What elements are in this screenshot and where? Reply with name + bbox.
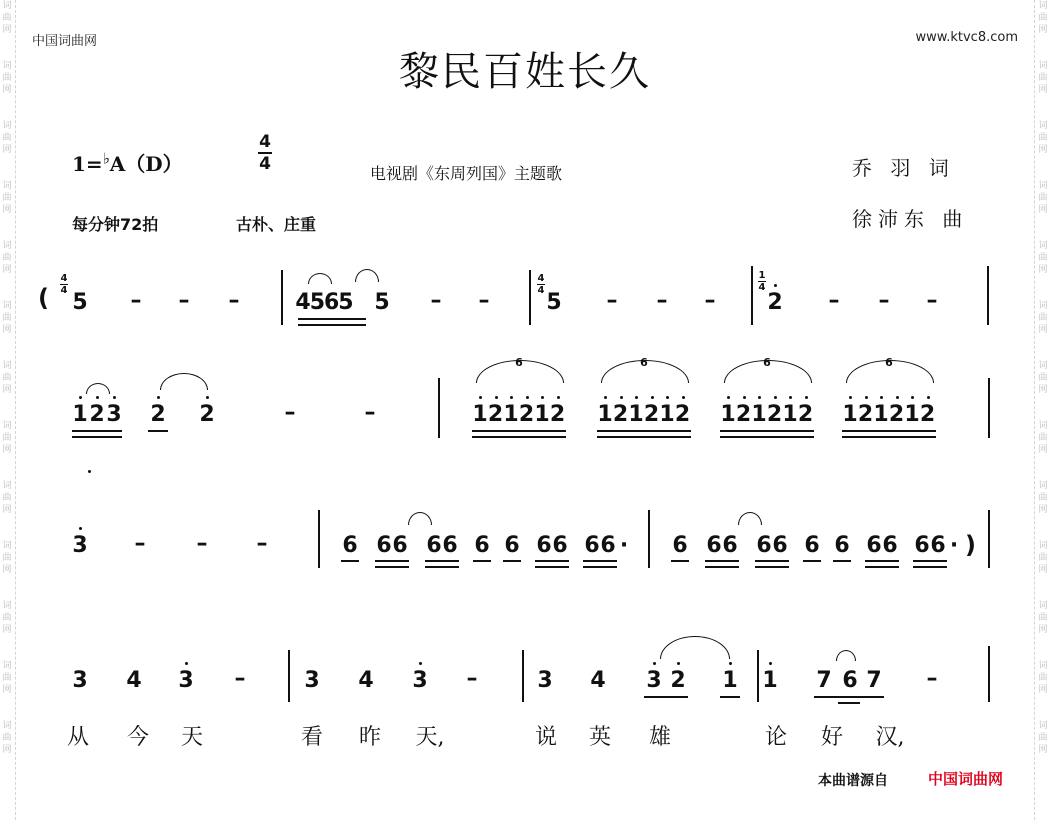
high-dot <box>682 396 685 399</box>
high-dot <box>635 396 638 399</box>
tie <box>660 636 730 659</box>
note: 4 <box>126 668 142 693</box>
note: 1 <box>472 402 488 427</box>
side-divider-left <box>15 0 16 820</box>
note: 6 <box>706 533 722 558</box>
underline <box>298 324 366 326</box>
note: 2 <box>674 402 691 427</box>
dot-mark: · <box>619 533 629 558</box>
note: 6 <box>504 533 520 558</box>
high-dot <box>727 396 730 399</box>
open-paren: ( <box>38 284 49 312</box>
high-dot <box>774 284 777 287</box>
note: 6 <box>882 533 898 558</box>
high-dot <box>758 396 761 399</box>
note: 6 <box>834 533 850 558</box>
note: 6 <box>474 533 490 558</box>
underline <box>833 560 851 562</box>
underline <box>375 566 409 568</box>
barline <box>988 510 990 568</box>
note: 6 <box>376 533 392 558</box>
note: 5 <box>546 290 562 315</box>
note: 6 <box>552 533 568 558</box>
inline-meter-1-4: $\frac{1}{4}$ <box>758 270 766 293</box>
lyric-syllable: 从 <box>66 725 90 750</box>
barline <box>988 378 990 438</box>
high-dot <box>557 396 560 399</box>
note: 6 <box>842 668 858 693</box>
note: 2 <box>487 402 504 427</box>
barline <box>522 650 524 702</box>
high-dot <box>79 527 82 530</box>
high-dot <box>927 396 930 399</box>
barline <box>648 510 650 568</box>
note: 6 <box>342 533 358 558</box>
underline <box>720 430 814 432</box>
inline-meter: $\frac{4}{4}$ <box>537 273 545 296</box>
note: 5 <box>72 290 88 315</box>
underline <box>148 430 168 432</box>
underline <box>842 430 936 432</box>
song-title: 黎民百姓长久 <box>399 49 651 95</box>
note: 5 <box>374 290 390 315</box>
underline <box>865 566 899 568</box>
dash: – <box>284 400 296 425</box>
high-dot <box>666 396 669 399</box>
lyric-syllable: 论 <box>764 725 788 750</box>
underline <box>720 436 814 438</box>
source-label: 本曲谱源自 <box>818 773 888 789</box>
note: 2 <box>919 402 936 427</box>
note: 6 <box>756 533 772 558</box>
underline <box>503 560 521 562</box>
high-dot <box>79 396 82 399</box>
note: 1 <box>534 402 550 427</box>
side-watermark-left: 词 曲 网 词 曲 网 词 曲 网 词 曲 网 词 曲 网 词 曲 网 词 曲 网 词 曲 网 词 曲 网 词 曲 网 词 曲 网 词 曲 网 词 曲 网 <box>2 1 12 755</box>
underline <box>755 560 789 562</box>
tuplet-number: 6 <box>763 356 771 369</box>
note: 4 <box>590 668 606 693</box>
inline-meter: $\frac{4}{4}$ <box>60 273 68 296</box>
lyric-syllable: 雄 <box>648 725 672 750</box>
note: 3 <box>646 668 662 693</box>
source-site: 中国词曲网 <box>928 770 1004 788</box>
high-dot <box>677 662 680 665</box>
note: 1 <box>873 402 889 427</box>
lyric-syllable: 说 <box>534 725 558 750</box>
underline <box>583 560 617 562</box>
note: 6 <box>426 533 442 558</box>
note: 6 <box>600 533 616 558</box>
note: 1 <box>904 402 920 427</box>
dash: – <box>704 288 716 313</box>
underline <box>842 436 936 438</box>
dash: – <box>134 531 146 556</box>
barline <box>987 266 989 325</box>
underline <box>72 430 122 432</box>
note: 2 <box>150 402 166 427</box>
stray-dot <box>88 470 91 473</box>
underline <box>705 566 739 568</box>
note: 2 <box>89 402 105 427</box>
note: 1 <box>659 402 675 427</box>
underline <box>865 560 899 562</box>
note: 1 <box>842 402 858 427</box>
note: 1 <box>720 402 736 427</box>
high-dot <box>865 396 868 399</box>
note: 1 <box>782 402 798 427</box>
dash: – <box>196 531 208 556</box>
tie <box>355 269 379 282</box>
underline <box>597 430 691 432</box>
dash: – <box>478 288 490 313</box>
note: 3 <box>72 668 88 693</box>
slur <box>836 650 856 661</box>
note: 4 <box>358 668 374 693</box>
slur <box>308 273 332 284</box>
header-site-url: www.ktvc8.com <box>915 30 1018 45</box>
note: 7 <box>866 668 882 693</box>
note: 7 <box>816 668 832 693</box>
dash: – <box>256 531 268 556</box>
note: 3 <box>72 533 88 558</box>
high-dot <box>653 662 656 665</box>
high-dot <box>896 396 899 399</box>
side-divider-right <box>1034 0 1035 820</box>
note: 1 <box>72 402 88 427</box>
high-dot <box>541 396 544 399</box>
barline <box>288 650 290 702</box>
underline <box>425 560 459 562</box>
barline <box>438 378 440 438</box>
underline <box>72 436 122 438</box>
underline <box>644 696 688 698</box>
underline <box>803 560 821 562</box>
underline <box>473 560 491 562</box>
barline <box>757 650 759 702</box>
subtitle: 电视剧《东周列国》主题歌 <box>370 164 563 183</box>
header-site-name: 中国词曲网 <box>32 34 98 49</box>
dash: – <box>878 288 890 313</box>
lyricist-credit: 乔 羽 词 <box>852 156 955 180</box>
high-dot <box>774 396 777 399</box>
tie <box>160 373 208 390</box>
underline <box>814 696 884 698</box>
barline <box>751 266 753 325</box>
note: 6 <box>772 533 788 558</box>
lyric-syllable: 天 <box>180 725 204 750</box>
time-signature: $\frac{4}{4}$ <box>259 132 271 174</box>
high-dot <box>911 396 914 399</box>
tie <box>408 512 432 525</box>
note: 2 <box>670 668 686 693</box>
underline <box>583 566 617 568</box>
side-watermark-right: 词 曲 网 词 曲 网 词 曲 网 词 曲 网 词 曲 网 词 曲 网 词 曲 网 词 曲 网 词 曲 网 词 曲 网 词 曲 网 词 曲 网 词 曲 网 <box>1038 1 1048 755</box>
tuplet-number: 6 <box>885 356 893 369</box>
barline <box>318 510 320 568</box>
note: 6 <box>804 533 820 558</box>
note: 1 <box>762 668 778 693</box>
high-dot <box>805 396 808 399</box>
underline <box>720 696 740 698</box>
lyric-syllable: 英 <box>588 725 612 750</box>
dash: – <box>656 288 668 313</box>
note: 2 <box>199 402 215 427</box>
lyric-syllable: 昨 <box>358 725 382 750</box>
note: 1 <box>628 402 644 427</box>
dash: – <box>828 288 840 313</box>
note: 6 <box>584 533 600 558</box>
note: 2 <box>767 290 783 315</box>
note: 1 <box>751 402 767 427</box>
lyric-syllable: 天, <box>415 725 445 750</box>
note: 6 <box>930 533 946 558</box>
dash: – <box>364 400 376 425</box>
lyric-syllable: 看 <box>300 725 324 750</box>
note: 6 <box>672 533 688 558</box>
high-dot <box>729 662 732 665</box>
dash: – <box>466 666 478 691</box>
note: 2 <box>857 402 874 427</box>
dash: – <box>234 666 246 691</box>
tempo: 每分钟72拍 <box>72 215 159 234</box>
high-dot <box>510 396 513 399</box>
note: 6 <box>536 533 552 558</box>
note: 2 <box>518 402 535 427</box>
underline <box>472 430 566 432</box>
note: 6 <box>722 533 738 558</box>
note: 2 <box>549 402 566 427</box>
underline <box>913 566 947 568</box>
high-dot <box>113 396 116 399</box>
underline <box>375 560 409 562</box>
tie <box>738 512 762 525</box>
underline <box>913 560 947 562</box>
barline <box>281 270 283 325</box>
high-dot <box>620 396 623 399</box>
note: 6 <box>866 533 882 558</box>
lyric-syllable: 汉, <box>875 725 905 750</box>
key-signature: 1=♭A（D） <box>72 149 183 176</box>
note: 6 <box>914 533 930 558</box>
high-dot <box>769 662 772 665</box>
barline <box>529 270 531 325</box>
underline <box>341 560 359 562</box>
high-dot <box>96 396 99 399</box>
close-paren: ) <box>965 531 976 559</box>
note: 1 <box>503 402 519 427</box>
composer-credit: 徐沛东 曲 <box>852 207 969 231</box>
high-dot <box>419 662 422 665</box>
note: 3 <box>537 668 553 693</box>
tuplet-number: 6 <box>640 356 648 369</box>
dash: – <box>606 288 618 313</box>
underline <box>838 702 860 704</box>
underline <box>535 566 569 568</box>
note: 3 <box>304 668 320 693</box>
high-dot <box>157 396 160 399</box>
underline <box>705 560 739 562</box>
high-dot <box>185 662 188 665</box>
tuplet-number: 6 <box>515 356 523 369</box>
dash: – <box>130 288 142 313</box>
underline <box>425 566 459 568</box>
high-dot <box>789 396 792 399</box>
note: 2 <box>735 402 752 427</box>
underline <box>671 560 689 562</box>
underline <box>597 436 691 438</box>
high-dot <box>880 396 883 399</box>
note: 3 <box>106 402 122 427</box>
underline <box>535 560 569 562</box>
note: 6 <box>442 533 458 558</box>
high-dot <box>604 396 607 399</box>
dash: – <box>228 288 240 313</box>
dash: – <box>926 666 938 691</box>
underline <box>755 566 789 568</box>
note: 3 <box>412 668 428 693</box>
high-dot <box>849 396 852 399</box>
dash: – <box>926 288 938 313</box>
lyric-syllable: 今 <box>126 725 150 750</box>
barline <box>988 646 990 702</box>
high-dot <box>651 396 654 399</box>
dash: – <box>430 288 442 313</box>
note: 2 <box>643 402 660 427</box>
high-dot <box>743 396 746 399</box>
dot-mark: · <box>949 533 959 558</box>
note: 2 <box>888 402 905 427</box>
dash: – <box>178 288 190 313</box>
lyric-syllable: 好 <box>820 725 844 750</box>
note: 2 <box>797 402 814 427</box>
underline <box>472 436 566 438</box>
note-group: 4565 <box>295 290 353 315</box>
note: 1 <box>597 402 613 427</box>
underline <box>298 318 366 320</box>
high-dot <box>206 396 209 399</box>
note: 6 <box>392 533 408 558</box>
slur <box>86 383 110 394</box>
note: 2 <box>766 402 783 427</box>
note: 3 <box>178 668 194 693</box>
high-dot <box>495 396 498 399</box>
note: 2 <box>612 402 629 427</box>
note: 1 <box>722 668 738 693</box>
high-dot <box>479 396 482 399</box>
style-mark: 古朴、庄重 <box>236 215 317 234</box>
high-dot <box>526 396 529 399</box>
